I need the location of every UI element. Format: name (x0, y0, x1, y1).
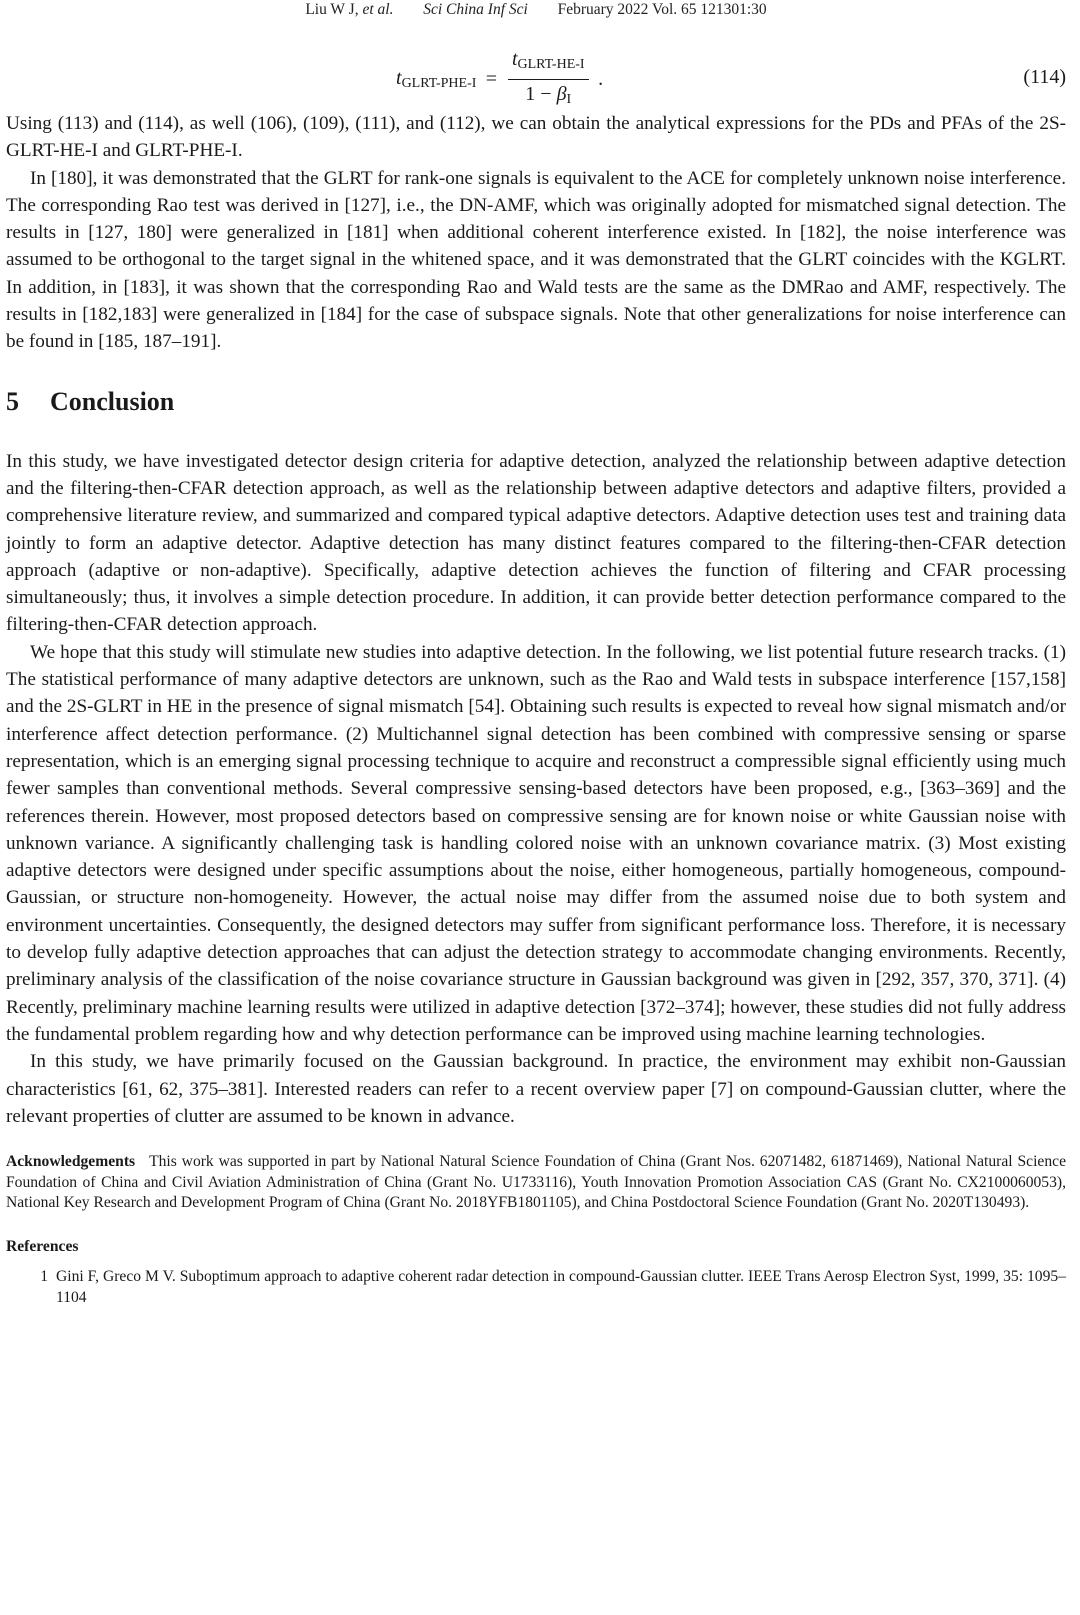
paragraph-conclusion-1: In this study, we have investigated detector design criteria for adaptive detection, analyzed the relationship between adaptive detection and the filtering-then-CFAR detection approach, as well as the relationship between adaptive detectors and adaptive filters, provided a comprehensive literature review, and summarized and compared typical adaptive detectors. Adaptive detection uses test and training data jointly to form an adaptive detector. Adaptive detection has many distinct features compared to the filtering-then-CFAR detection approach (adaptive or non-adaptive). Specifically, adaptive detection achieves the function of filtering and CFAR processing simultaneously; thus, it involves a simple detection procedure. In addition, it can provide better detection performance compared to the filtering-then-CFAR detection approach. (6, 450, 1066, 636)
reference-text: Gini F, Greco M V. Suboptimum approach to adaptive coherent radar detection in compound-Gaussian clutter. IEEE Trans Aerosp Electron Syst, 1999, 35: 1095–1104 (56, 1268, 1066, 1306)
header-authors: Liu W J, (305, 1, 359, 18)
paragraph-conclusion-3: In this study, we have primarily focused on the Gaussian background. In practice, the environment may exhibit non-Gaussian characteristics [61, 62, 375–381]. Interested readers can refer to a recent overview paper [7] on compound-Gaussian clutter, where the relevant properties of clutter are assumed to be known in advance. (6, 1051, 1066, 1127)
paragraph-rank-one: In [180], it was demonstrated that the GLRT for rank-one signals is equivalent to the ACE for completely unknown noise interference. The corresponding Rao test was derived in [127], i.e., the DN-AMF, which was originally adopted for mismatched signal detection. The results in [127, 180] were generalized in [181] when additional coherent interference existed. In [182], the noise interference was assumed to be orthogonal to the target signal in the whitened space, and it was demonstrated that the GLRT coincides with the KGLRT. In addition, in [183], it was shown that the corresponding Rao and Wald tests are the same as the DMRao and AMF, respectively. The results in [182,183] were generalized in [184] for the case of subspace signals. Note that other generalizations for noise interference can be found in [185, 187–191]. (6, 167, 1066, 353)
acknowledgements-text: This work was supported in part by National Natural Science Foundation of China (Grant Nos. 62071482, 61871469), National Natural Science Foundation of China and Civil Aviation Administration of China (Grant No. U1733116), Youth Innovation Promotion Association CAS (Grant No. CX2100060053), National Key Research and Development Program of China (Grant No. 2018YFB1801105), and China Postdoctoral Science Foundation (Grant No. 2020T130493). (6, 1153, 1066, 1211)
equation-114 (6, 48, 1066, 110)
header-issue: February 2022 Vol. 65 121301:30 (557, 1, 767, 18)
equation-body (396, 48, 604, 110)
equation-fraction (508, 47, 589, 112)
fraction-numerator: $t_{GLRT-HE-I}$ (508, 47, 589, 80)
section-number: 5 (6, 386, 19, 416)
section-title: Conclusion (50, 386, 175, 416)
reference-number: 1 (40, 1268, 48, 1286)
fraction-denominator: $1 - \beta_I$ (525, 82, 572, 107)
section-heading (6, 386, 1066, 418)
references-title: References (6, 1238, 79, 1256)
paragraph-analytical: Using (113) and (114), as well (106), (109), (111), and (112), we can obtain the analytical expressions for the PDs and PFAs of the 2S-GLRT-HE-I and GLRT-PHE-I. (6, 113, 1066, 162)
equation-equals: = (484, 67, 498, 90)
header-etal: et al. (362, 1, 394, 18)
running-head (6, 0, 1066, 20)
acknowledgements-label: Acknowledgements (6, 1153, 136, 1171)
equation-lhs: $t_{GLRT-PHE-I}$ (396, 66, 477, 91)
reference-item (6, 1267, 1066, 1308)
paragraph-conclusion-2: We hope that this study will stimulate new studies into adaptive detection. In the following, we list potential future research tracks. (1) The statistical performance of many adaptive detectors are unknown, such as the Rao and Wald tests in subspace interference [157,158] and the 2S-GLRT in HE in the presence of signal mismatch [54]. Obtaining such results is expected to reveal how signal mismatch and/or interference affect detection performance. (2) Multichannel signal detection has been combined with compressive sensing or sparse representation, which is an emerging signal processing technique to acquire and reconstruct a compressible signal efficiently using much fewer samples than conventional methods. Several compressive sensing-based detectors have been proposed, e.g., [363–369] and the references therein. However, most proposed detectors based on compressive sensing are for known noise or white Gaussian noise with unknown variance. A significantly challenging task is handling colored noise with an unknown covariance matrix. (3) Most existing adaptive detectors were designed under specific assumptions about the noise, either homogeneous, partially homogeneous, compound-Gaussian, or structure non-homogeneity. However, the actual noise may differ from the assumed noise due to both system and environment uncertainties. Consequently, the designed detectors may suffer from significant performance loss. Therefore, it is necessary to develop fully adaptive detection approaches that can adjust the detection strategy to accommodate changing environments. Recently, preliminary analysis of the classification of the noise covariance structure in Gaussian background was given in [292, 357, 370, 371]. (4) Recently, preliminary machine learning results were utilized in adaptive detection [372–374]; however, these studies did not fully address the fundamental problem regarding how and why detection performance can be improved using machine learning technologies. (6, 641, 1066, 1045)
paper-page (6, 0, 1066, 1308)
header-journal: Sci China Inf Sci (423, 1, 528, 18)
acknowledgements (6, 1152, 1066, 1213)
equation-number: (114) (1023, 66, 1066, 88)
equation-trailing: . (598, 67, 604, 90)
